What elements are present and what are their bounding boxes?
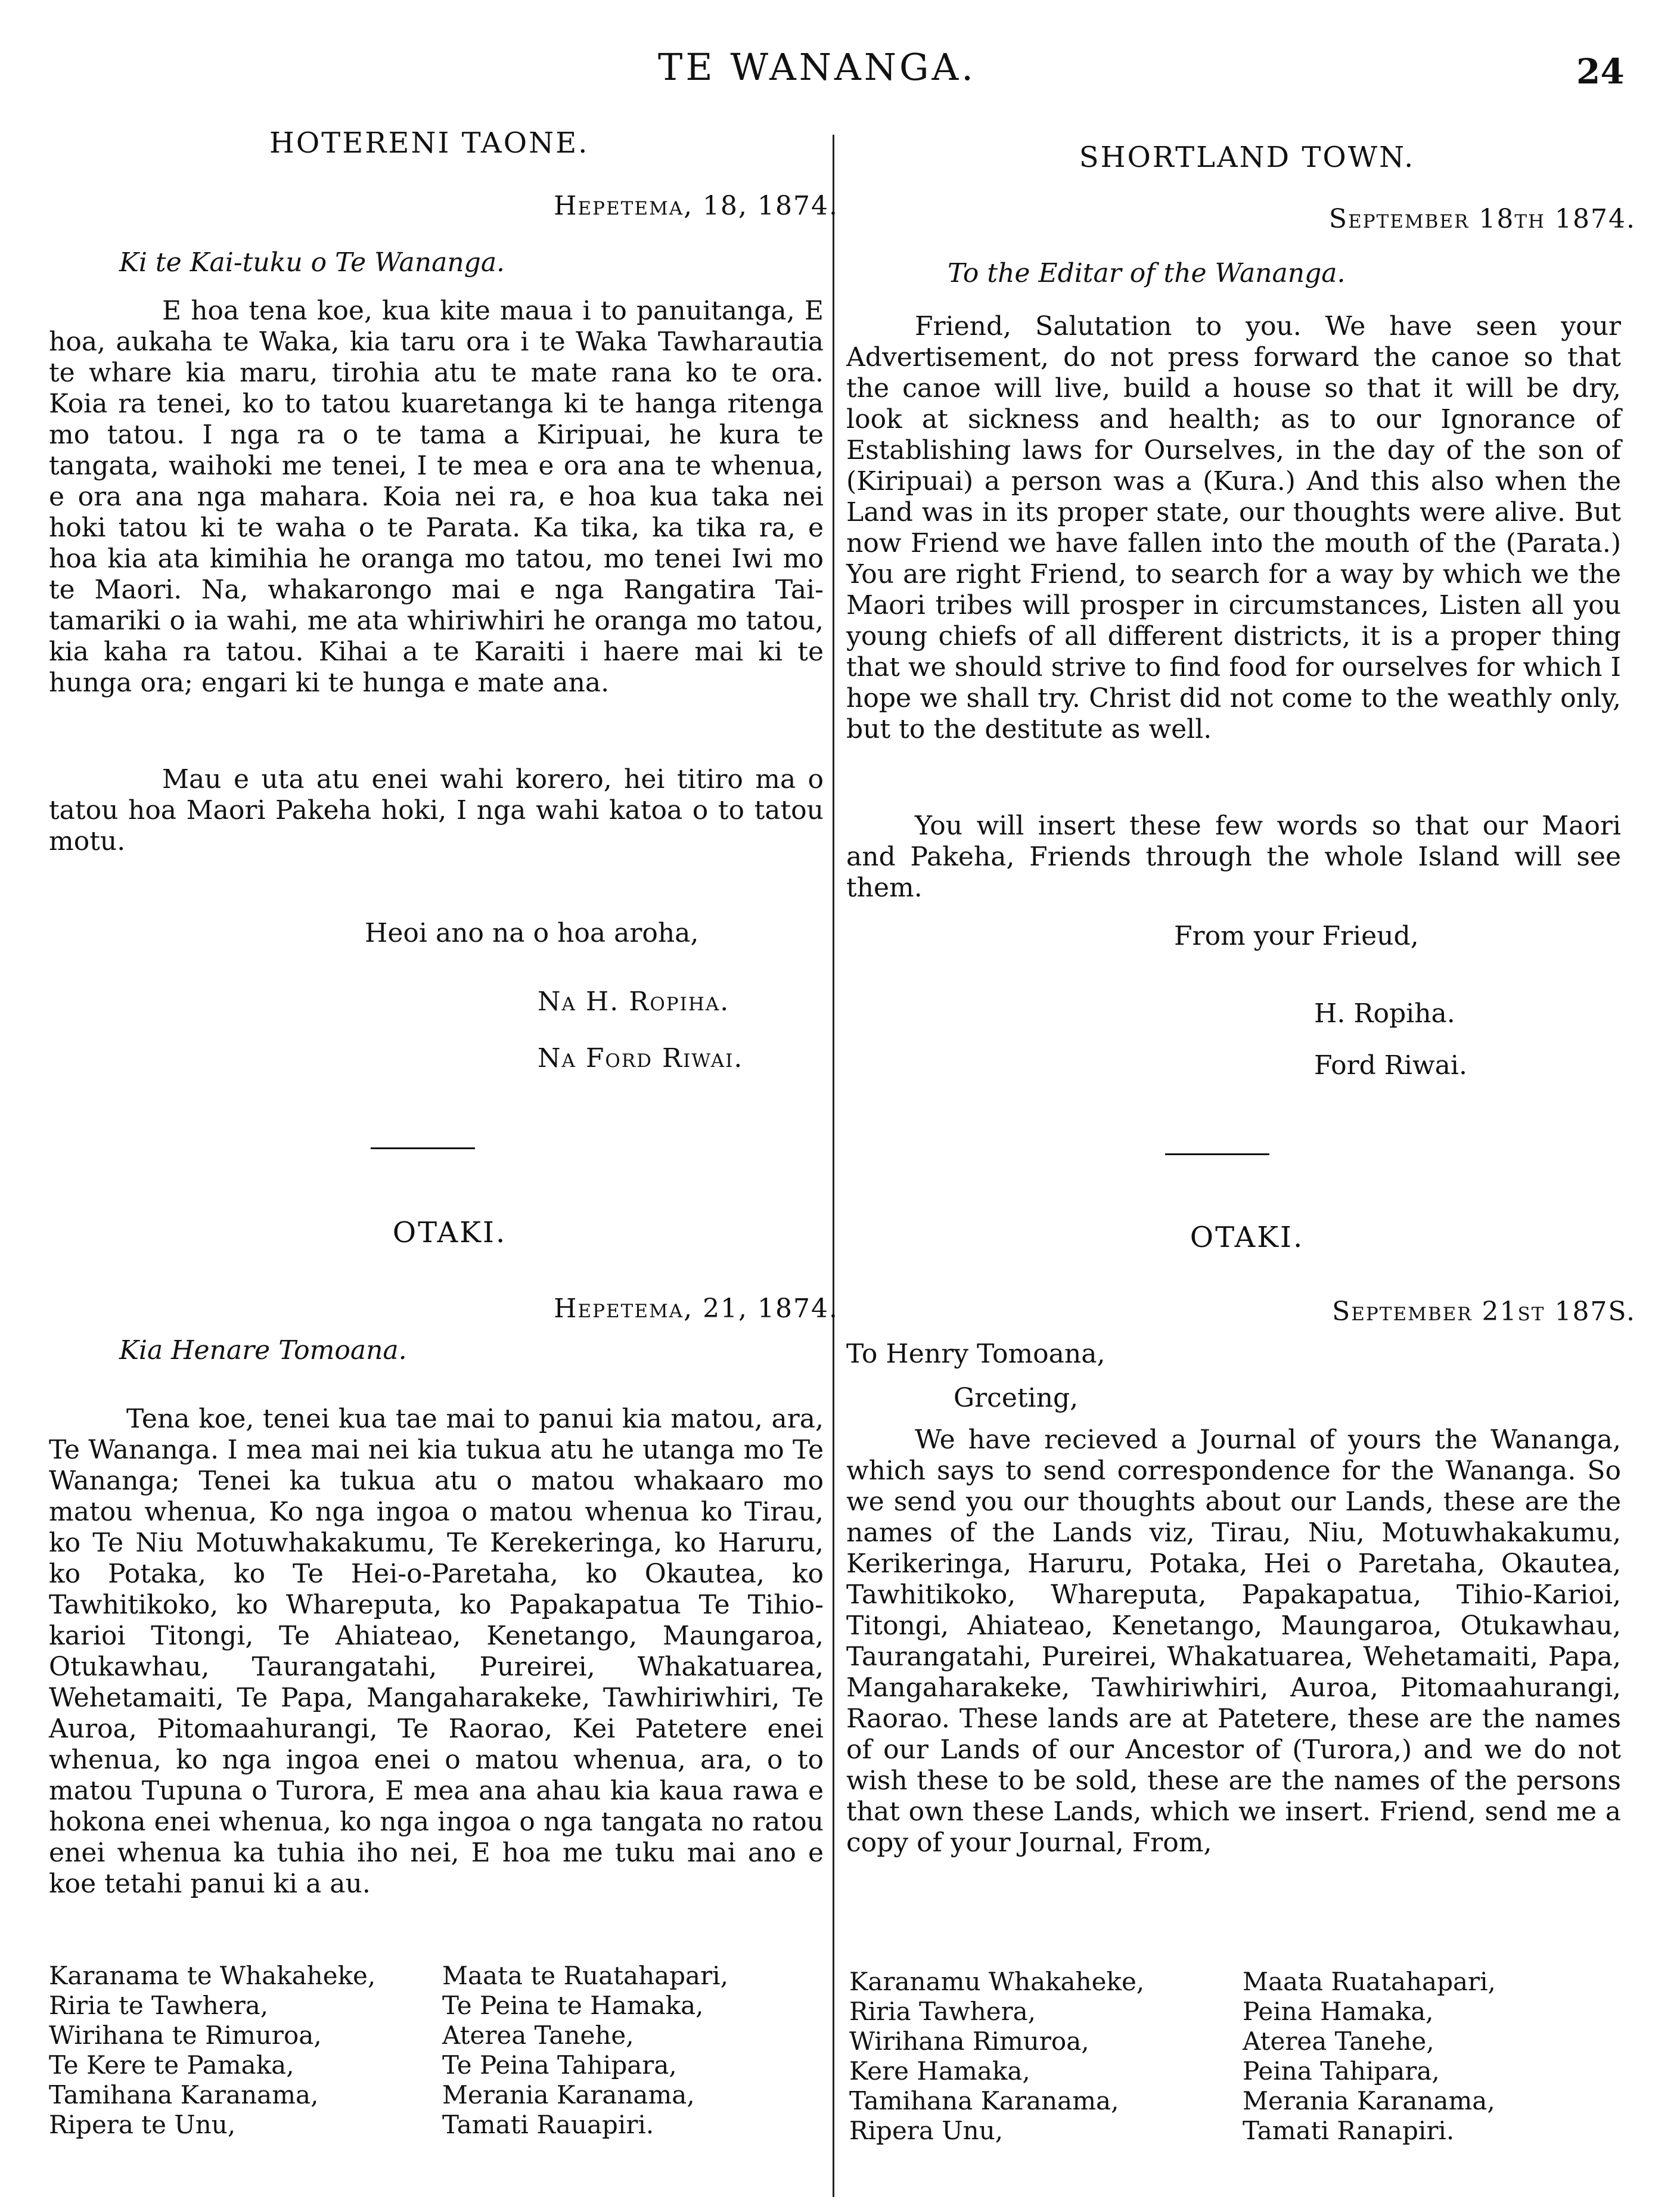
list-item: Aterea Tanehe, [442, 2021, 634, 2050]
paragraph: Tena koe, tenei kua tae mai to panui kia matou, ara, Te Wananga. I mea mai nei kia tukua atu he utanga mo Te Wananga; Tenei ka tukua atu o matou whakaaro mo matou whenua, Ko nga ingoa o matou whenua ko Tirau, ko Te Niu Motuwhakakumu, Te Kerekeringa, ko Haruru, ko Potaka, ko Te Hei-o-Paretaha, ko Okautea, ko Tawhitikoko, ko Whareputa, ko Papakapatua Te Tihio-karioi Titongi, Te Ahiateao, Kenetango, Maungaroa, Otukawhau, Taurangatahi, Pureirei, Whakatuarea, Wehetamaiti, Te Papa, Mangaharakeke, Tawhiriwhiri, Te Auroa, Pitomaahurangi, Te Raorao, Kei Patetere enei whenua, ko nga ingoa enei o matou whenua, ara, o to matou Tupuna o Turora, E mea ana ahau kia kaua rawa e hokona enei whenua, ko nga ingoa o nga tangata no ratou enei whenua ka tuhia iho nei, E hoa me tuku mai ano e koe tetahi panui ki a au. [49, 1404, 824, 1899]
letter-body-right-2 [846, 1425, 1621, 1858]
salutation-left-2: Kia Henare Tomoana. [119, 1335, 407, 1366]
list-item: Maata Ruatahapari, [1243, 1967, 1496, 1996]
section-heading-hoterni: HOTERENI TAONE. [269, 126, 589, 160]
paragraph: We have recieved a Journal of yours the Wananga, which says to send correspondence for the Wananga. So we send you our thoughts about our Lands, these are the names of the Lands viz, Tirau, Niu, Motuwhakakumu, Kerikeringa, Haruru, Potaka, Hei o Paretaha, Okautea, Tawhitikoko, Whareputa, Papakapatua, Tihio-Karioi, Titongi, Ahiateao, Kenetango, Maungaroa, Otukawhau, Taurangatahi, Pureirei, Whakatuarea, Wehetamaiti, Papa, Mangaharakeke, Tawhiriwhiri, Auroa, Pitomaahurangi, Raorao. These lands are at Patetere, these are the names of our Lands of our Ancestor of (Turora,) and we do not wish these to be sold, these are the names of the persons that own these Lands, which we insert. Friend, send me a copy of your Journal, From, [846, 1425, 1621, 1858]
names-column-1 [49, 1961, 375, 2140]
list-item: Aterea Tanehe, [1243, 2027, 1434, 2056]
closing-left-1: Heoi ano na o hoa aroha, [365, 918, 699, 948]
list-item: Te Peina Tahipara, [442, 2050, 677, 2080]
signature-left-1b: Na Ford Riwai. [538, 1043, 744, 1073]
letter-body-right-1 [846, 311, 1621, 904]
list-item: Merania Karanama, [1243, 2086, 1495, 2115]
list-item: Merania Karanama, [442, 2080, 695, 2109]
list-item: Te Peina te Hamaka, [442, 1991, 704, 2020]
paragraph: You will insert these few words so that our Maori and Pakeha, Friends through the whole Island will see them. [846, 811, 1621, 903]
dateline-right-2: September 21st 187S. [1332, 1296, 1636, 1327]
signature-left-1a: Na H. Ropiha. [538, 986, 730, 1017]
letter-body-left-1 [49, 296, 824, 857]
list-item: Karanamu Whakaheke, [849, 1967, 1145, 1996]
list-item: Wirihana Rimuroa, [849, 2027, 1089, 2056]
signature-right-1b: Ford Riwai. [1314, 1050, 1467, 1081]
greeting-right-2: Grceting, [954, 1383, 1079, 1413]
section-heading-otaki-left: OTAKI. [392, 1216, 507, 1249]
masthead-title: TE WANANGA. [658, 45, 977, 89]
list-item: Te Kere te Pamaka, [49, 2050, 294, 2080]
right-column [846, 0, 1648, 2206]
list-item: Peina Hamaka, [1243, 1997, 1434, 2026]
names-column-2 [442, 1961, 728, 2140]
list-item: Riria Tawhera, [849, 1997, 1036, 2026]
paragraph: Friend, Salutation to you. We have seen your Advertisement, do not press forward the canoe so that the canoe will live, build a house so that it will be dry, look at sickness and health; as to our Ignorance of Establishing laws for Ourselves, in the day of the son of (Kiripuai) a person was a (Kura.) And this also when the Land was in its proper state, our thoughts were alive. But now Friend we have fallen into the mouth of the (Parata.) You are right Friend, to search for a way by which we the Maori tribes will prosper in circumstances, Listen all you young chiefs of all different districts, it is a proper thing that we should strive to find food for ourselves for which I hope we shall try. Christ did not come to the weathly only, but to the destitute as well. [846, 311, 1621, 744]
list-item: Tamihana Karanama, [849, 2086, 1119, 2115]
names-column-2 [1243, 1967, 1496, 2146]
list-item: Peina Tahipara, [1243, 2056, 1440, 2086]
dateline-left-2: Hepetema, 21, 1874. [554, 1293, 839, 1324]
section-divider [1165, 1153, 1269, 1155]
list-item: Tamati Rauapiri. [442, 2110, 654, 2139]
section-divider [371, 1147, 475, 1149]
paragraph: E hoa tena koe, kua kite maua i to panuitanga, E hoa, aukaha te Waka, kia taru ora i te Waka Tawharautia te whare kia maru, tirohia atu te mate rana ko te ora. Koia ra tenei, ko to tatou kuaretanga ki te hanga ritenga mo tatou. I nga ra o te tama a Kiripuai, he kura te tangata, waihoki me tenei, I te mea e ora ana te whenua, e ora ana nga mahara. Koia nei ra, e hoa kua taka nei hoki tatou ki te waha o te Parata. Ka tika, ka tika ra, e hoa kia ata kimihia he oranga mo tatou, mo tenei Iwi mo te Maori. Na, whakarongo mai e nga Rangatira Tai-tamariki o ia wahi, me ata whiriwhiri he oranga mo tatou, kia kaha ra tatou. Kihai a te Karaiti i haere mai ki te hunga ora; engari ki te hunga e mate ana. [49, 296, 824, 698]
names-list-right [849, 1967, 1624, 2152]
closing-right-1: From your Frieud, [1174, 921, 1419, 951]
list-item: Karanama te Whakaheke, [49, 1961, 376, 1990]
addressee-right-2: To Henry Tomoana, [846, 1339, 1105, 1369]
names-list-left [49, 1961, 824, 2146]
list-item: Tamati Ranapiri. [1243, 2116, 1455, 2145]
dateline-left-1: Hepetema, 18, 1874. [554, 191, 839, 221]
salutation-right-1: To the Editar of the Wananga. [948, 258, 1346, 288]
list-item: Ripera te Unu, [49, 2110, 236, 2139]
salutation-left-1: Ki te Kai-tuku o Te Wananga. [119, 247, 505, 278]
section-heading-shortland: SHORTLAND TOWN. [1079, 141, 1415, 174]
list-item: Kere Hamaka, [849, 2056, 1030, 2086]
list-item: Ripera Unu, [849, 2116, 1004, 2145]
list-item: Tamihana Karanama, [49, 2080, 319, 2109]
list-item: Maata te Ruatahapari, [442, 1961, 728, 1990]
names-column-1 [849, 1967, 1144, 2146]
list-item: Riria te Tawhera, [49, 1991, 269, 2020]
signature-right-1a: H. Ropiha. [1314, 998, 1455, 1029]
paragraph: Mau e uta atu enei wahi korero, hei titiro ma o tatou hoa Maori Pakeha hoki, I nga wahi katoa o to tatou motu. [49, 764, 824, 857]
page-number: 24 [1576, 51, 1625, 92]
list-item: Wirihana te Rimuroa, [49, 2021, 322, 2050]
dateline-right-1: September 18th 1874. [1328, 204, 1636, 234]
left-column [49, 0, 850, 2206]
section-heading-otaki-right: OTAKI. [1190, 1221, 1305, 1254]
letter-body-left-2 [49, 1404, 824, 1900]
